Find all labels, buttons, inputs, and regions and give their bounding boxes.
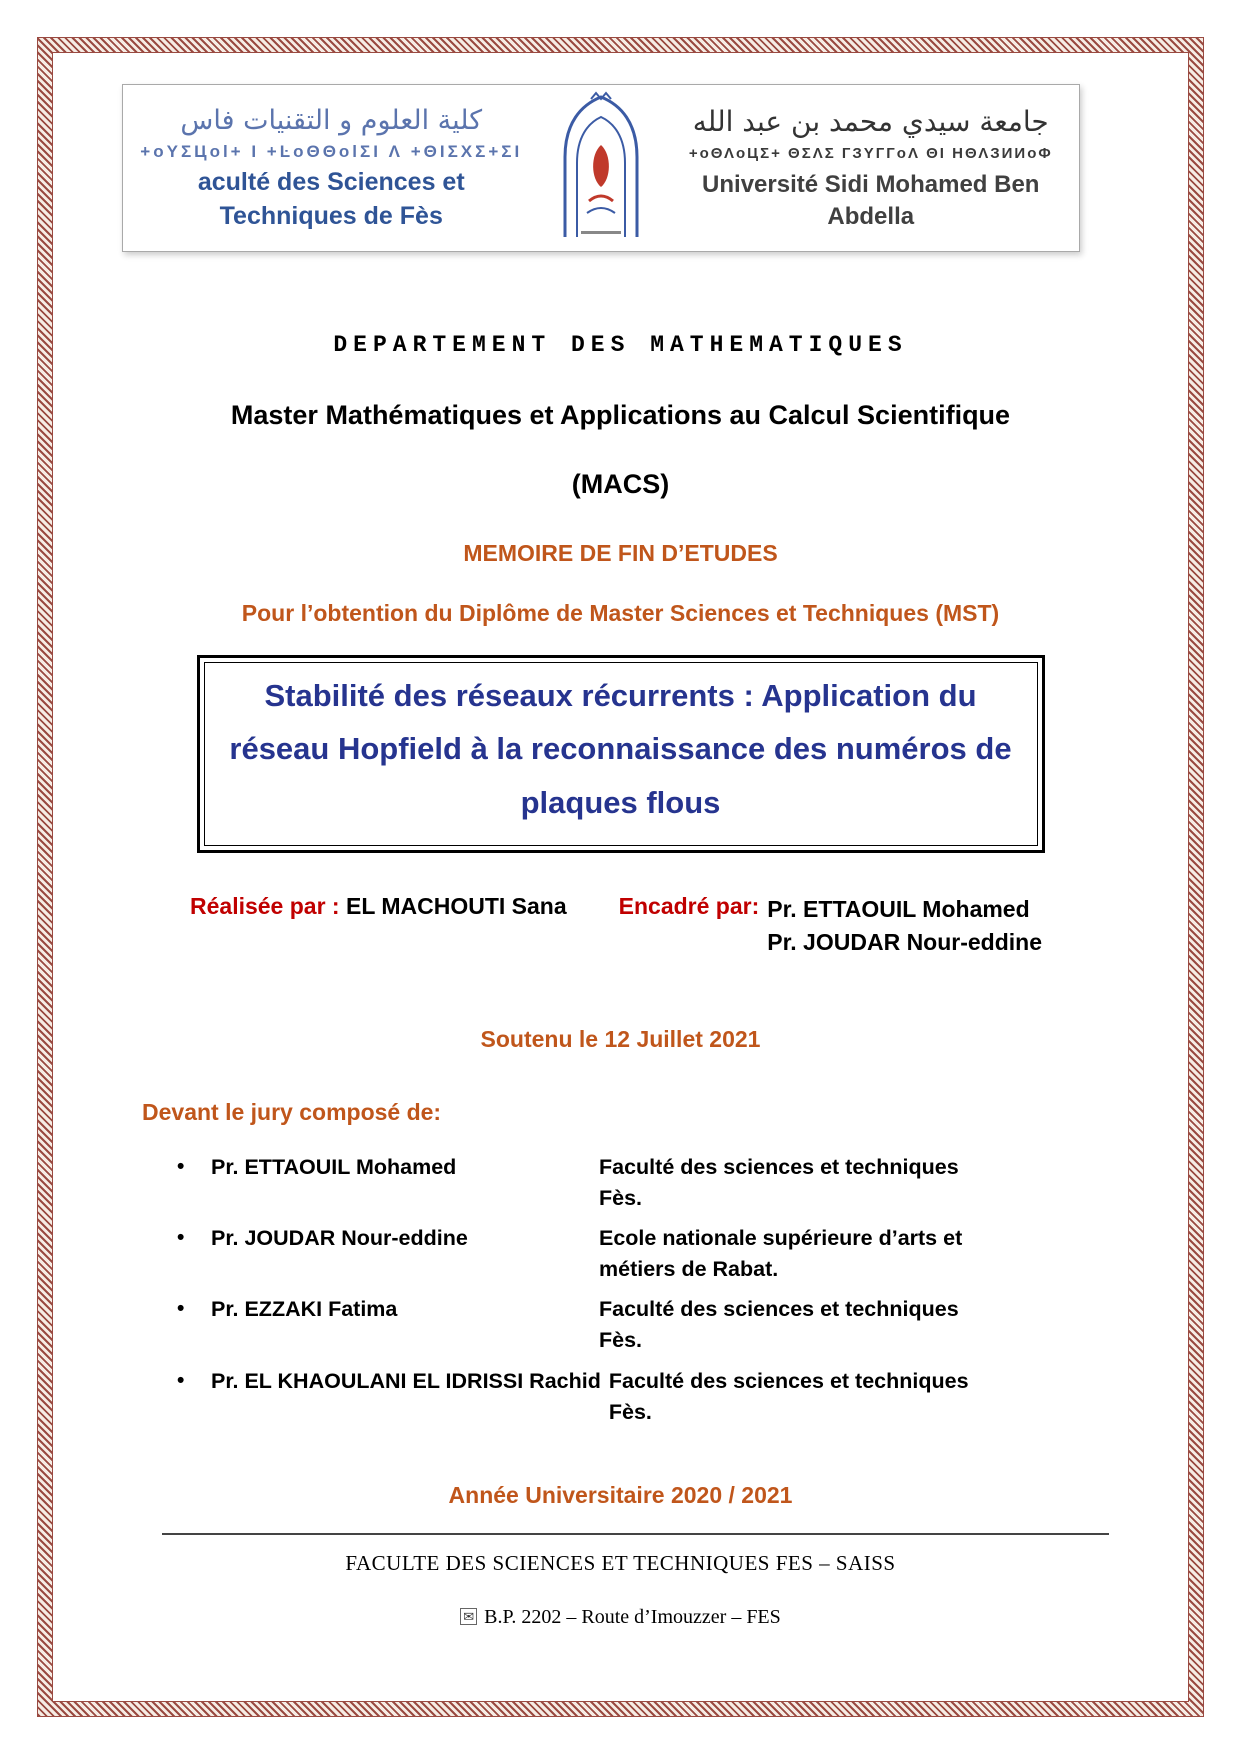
- bullet-marker: •: [177, 1368, 185, 1392]
- university-name-french: Université Sidi Mohamed Ben Abdella: [702, 170, 1040, 231]
- jury-member-name: Pr. EZZAKI Fatima: [211, 1297, 398, 1322]
- jury-member-affiliation: Faculté des sciences et techniques Fès.: [599, 1154, 959, 1210]
- ornamental-border-frame: [38, 38, 1203, 1716]
- university-block: [669, 103, 1074, 234]
- defense-date-line: Soutenu le 12 Juillet 2021: [480, 1025, 761, 1052]
- jury-member-name: Pr. JOUDAR Nour-eddine: [211, 1225, 468, 1250]
- jury-member-affiliation: Faculté des sciences et techniques Fès.: [599, 1297, 959, 1353]
- supervisor-group: [619, 893, 1042, 960]
- faculty-block: [129, 103, 534, 234]
- footer-address-line: [122, 1606, 1119, 1629]
- department-heading: DEPARTEMENT DES MATHEMATIQUES: [333, 332, 908, 358]
- university-banner: [122, 84, 1080, 252]
- faculty-name-french: aculté des Sciences et Techniques de Fès: [197, 167, 465, 230]
- jury-member-name: Pr. EL KHAOULANI EL IDRISSI Rachid: [211, 1368, 601, 1393]
- faculty-name-tifinagh: +oYΣЦol+ I +ĿoΘΘolΣI Λ +ΘΙΣΧΣ+ΣΙ: [140, 142, 523, 161]
- jury-row: [177, 1294, 1119, 1356]
- author-group: [190, 893, 567, 960]
- diploma-purpose-line: Pour l’obtention du Diplôme de Master Sciences et Techniques (MST): [241, 600, 1000, 626]
- jury-member-affiliation: Ecole nationale supérieure d’arts et métiers de Rabat.: [599, 1225, 963, 1282]
- jury-row: [177, 1366, 1119, 1428]
- thesis-title-box: [197, 655, 1045, 853]
- author-name: EL MACHOUTI Sana: [345, 892, 567, 919]
- supervisor-name-2: Pr. JOUDAR Nour-eddine: [767, 929, 1043, 956]
- program-acronym: (MACS): [571, 469, 670, 499]
- footer-divider: [162, 1533, 1109, 1535]
- footer-faculty-line: FACULTE DES SCIENCES ET TECHNIQUES FES – SAISS: [345, 1551, 896, 1575]
- faculty-name-arabic: كلية العلوم و التقنيات فاس: [180, 104, 483, 136]
- memoire-heading: MEMOIRE DE FIN D’ETUDES: [463, 540, 778, 566]
- university-logo-block: [534, 91, 669, 246]
- jury-member-name: Pr. ETTAOUIL Mohamed: [211, 1154, 457, 1179]
- thesis-title: Stabilité des réseaux récurrents : Application du réseau Hopfield à la reconnaissance des numéros de plaques flous: [229, 678, 1012, 820]
- supervisor-label: Encadré par:: [618, 892, 760, 919]
- author-label: Réalisée par :: [190, 892, 340, 919]
- university-name-tifinagh: +oΘΛoЦΣ+ ΘΣΛΣ ГЗΥГГoΛ ΘΙ ΗΘΛЗИИoΦ: [688, 145, 1053, 163]
- university-name-arabic: جامعة سيدي محمد بن عبد الله: [692, 104, 1049, 138]
- footer-address-text: B.P. 2202 – Route d’Imouzzer – FES: [484, 1606, 781, 1628]
- credits-row: [122, 893, 1119, 960]
- jury-list: [122, 1152, 1119, 1428]
- bullet-marker: •: [177, 1154, 185, 1178]
- thesis-title-inner-border: [204, 662, 1038, 846]
- supervisor-name-1: Pr. ETTAOUIL Mohamed: [767, 895, 1030, 922]
- bullet-marker: •: [177, 1297, 185, 1321]
- supervisor-names: [767, 893, 1042, 960]
- master-program-heading: Master Mathématiques et Applications au Calcul Scientifique: [230, 400, 1011, 430]
- bullet-marker: •: [177, 1225, 185, 1249]
- university-logo-icon: [551, 91, 651, 241]
- envelope-icon: ✉: [460, 1608, 477, 1625]
- jury-row: [177, 1223, 1119, 1285]
- jury-heading: Devant le jury composé de:: [142, 1098, 442, 1125]
- jury-row: [177, 1152, 1119, 1214]
- academic-year-line: Année Universitaire 2020 / 2021: [448, 1482, 793, 1508]
- jury-member-affiliation: Faculté des sciences et techniques Fès.: [608, 1368, 969, 1424]
